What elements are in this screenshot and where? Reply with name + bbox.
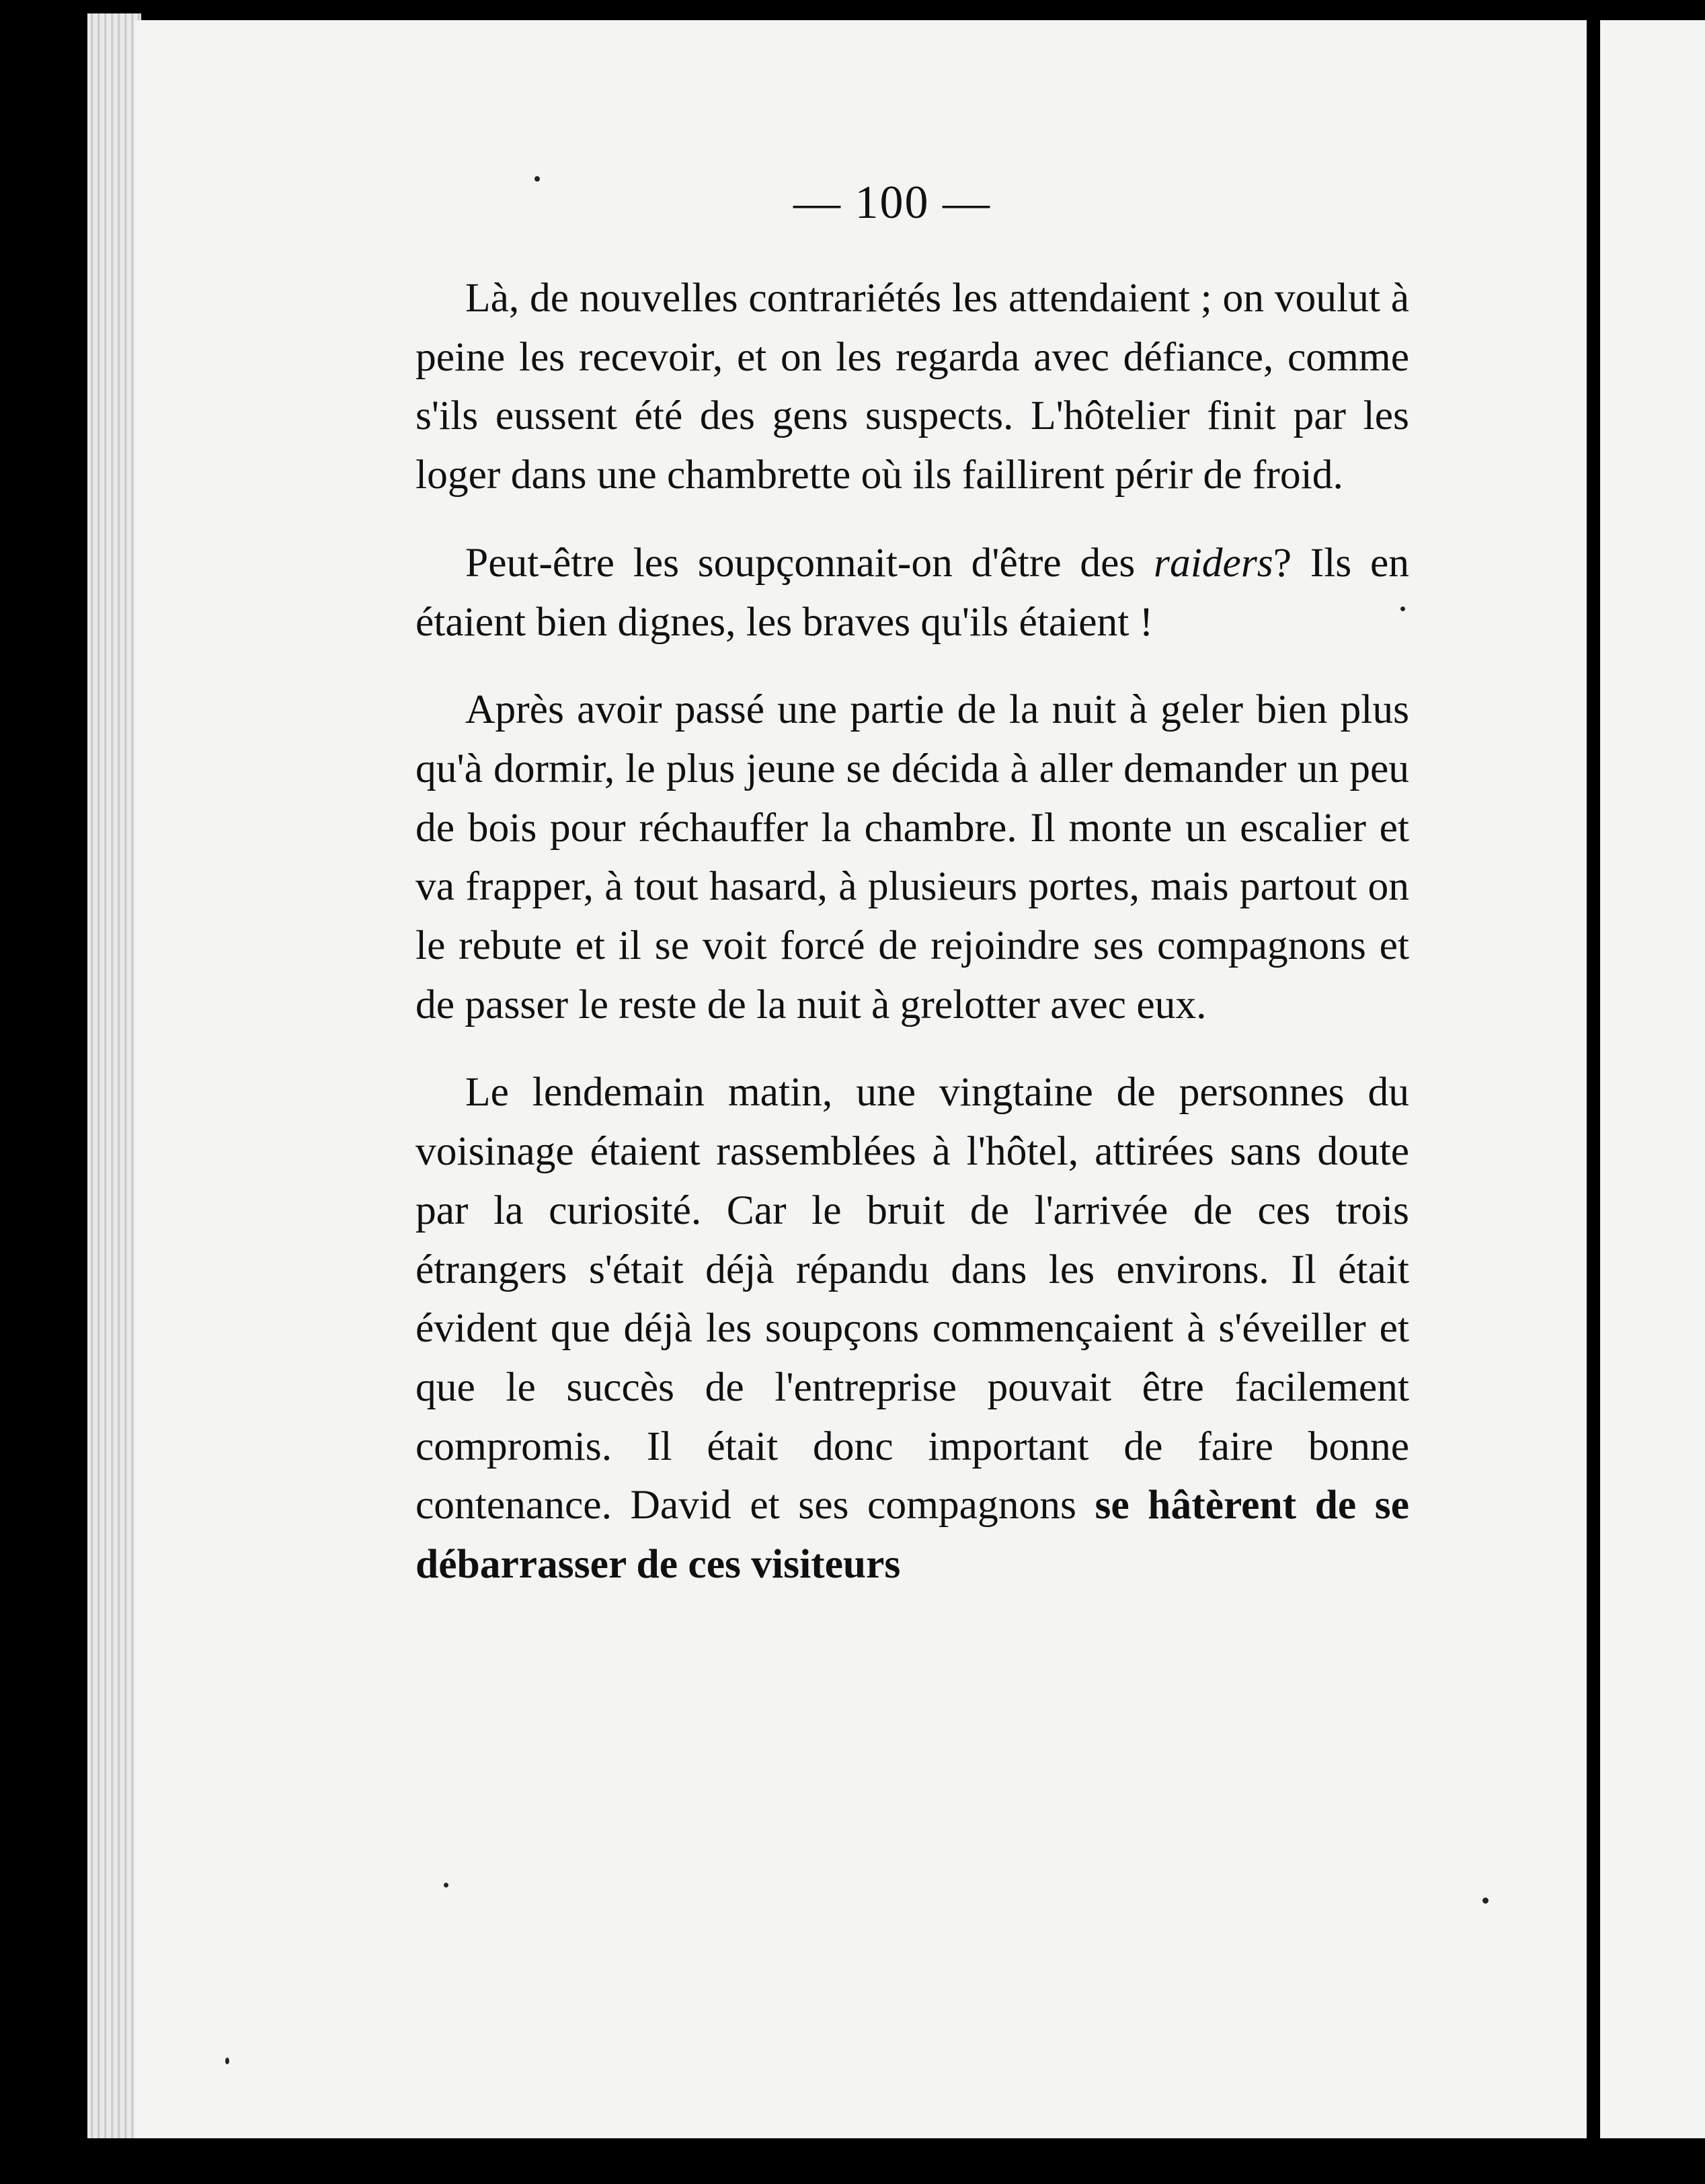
scan-speck (444, 1883, 448, 1887)
stacked-page-edges (87, 13, 141, 2138)
scan-speck (225, 2058, 229, 2064)
paragraph-2-text-after: ? Ils en étaient bien dignes, les braves qu'ils étaient ! (415, 539, 1409, 645)
paragraph-4-text: Le lendemain matin, une vingtaine de personnes du voisinage étaient rassemblées à l'hôtel, attirées sans doute par la curiosité. Car le bruit de l'arrivée de ces trois étrangers s'était déjà répandu dans les environs. Il était évident que déjà les soupçons commençaient à s'éveiller et que le succès de l'entreprise pouvait être facilement compromis. Il était donc important de faire bonne contenance. David et ses compagnons (415, 1069, 1409, 1528)
scan-speck (534, 176, 540, 182)
paragraph-4 (415, 1063, 1409, 1594)
paragraph-2-text-before: Peut-être les soupçonnait-on d'être des (465, 539, 1136, 586)
paragraph-4-last-line: se hâtèrent de se débarrasser de ces visiteurs (415, 1482, 1410, 1588)
scan-speck (1482, 1898, 1489, 1904)
italic-word-raiders: raiders (1154, 539, 1273, 586)
body-text (415, 269, 1409, 1594)
scan-speck (1400, 607, 1405, 611)
paragraph-1-text: Là, de nouvelles contrariétés les attendaient ; on voulut à peine les recevoir, et on les regarda avec défiance, comme s'ils eussent été des gens suspects. L'hôtelier finit par les loger dans une chambrette où ils faillirent périr de froid. (415, 275, 1409, 498)
paragraph-3 (415, 680, 1409, 1034)
page-number: — 100 — (793, 177, 991, 229)
paragraph-3-text: Après avoir passé une partie de la nuit à geler bien plus qu'à dormir, le plus jeune se décida à aller demander un peu de bois pour réchauffer la chambre. Il monte un escalier et va frapper, à tout hasard, à plusieurs portes, mais partout on le rebute et il se voit forcé de rejoindre ses compagnons et de passer le reste de la nuit à grelotter avec eux. (415, 687, 1409, 1027)
facing-page-edge (1600, 20, 1705, 2138)
paragraph-2 (415, 534, 1409, 652)
paragraph-1 (415, 269, 1409, 505)
